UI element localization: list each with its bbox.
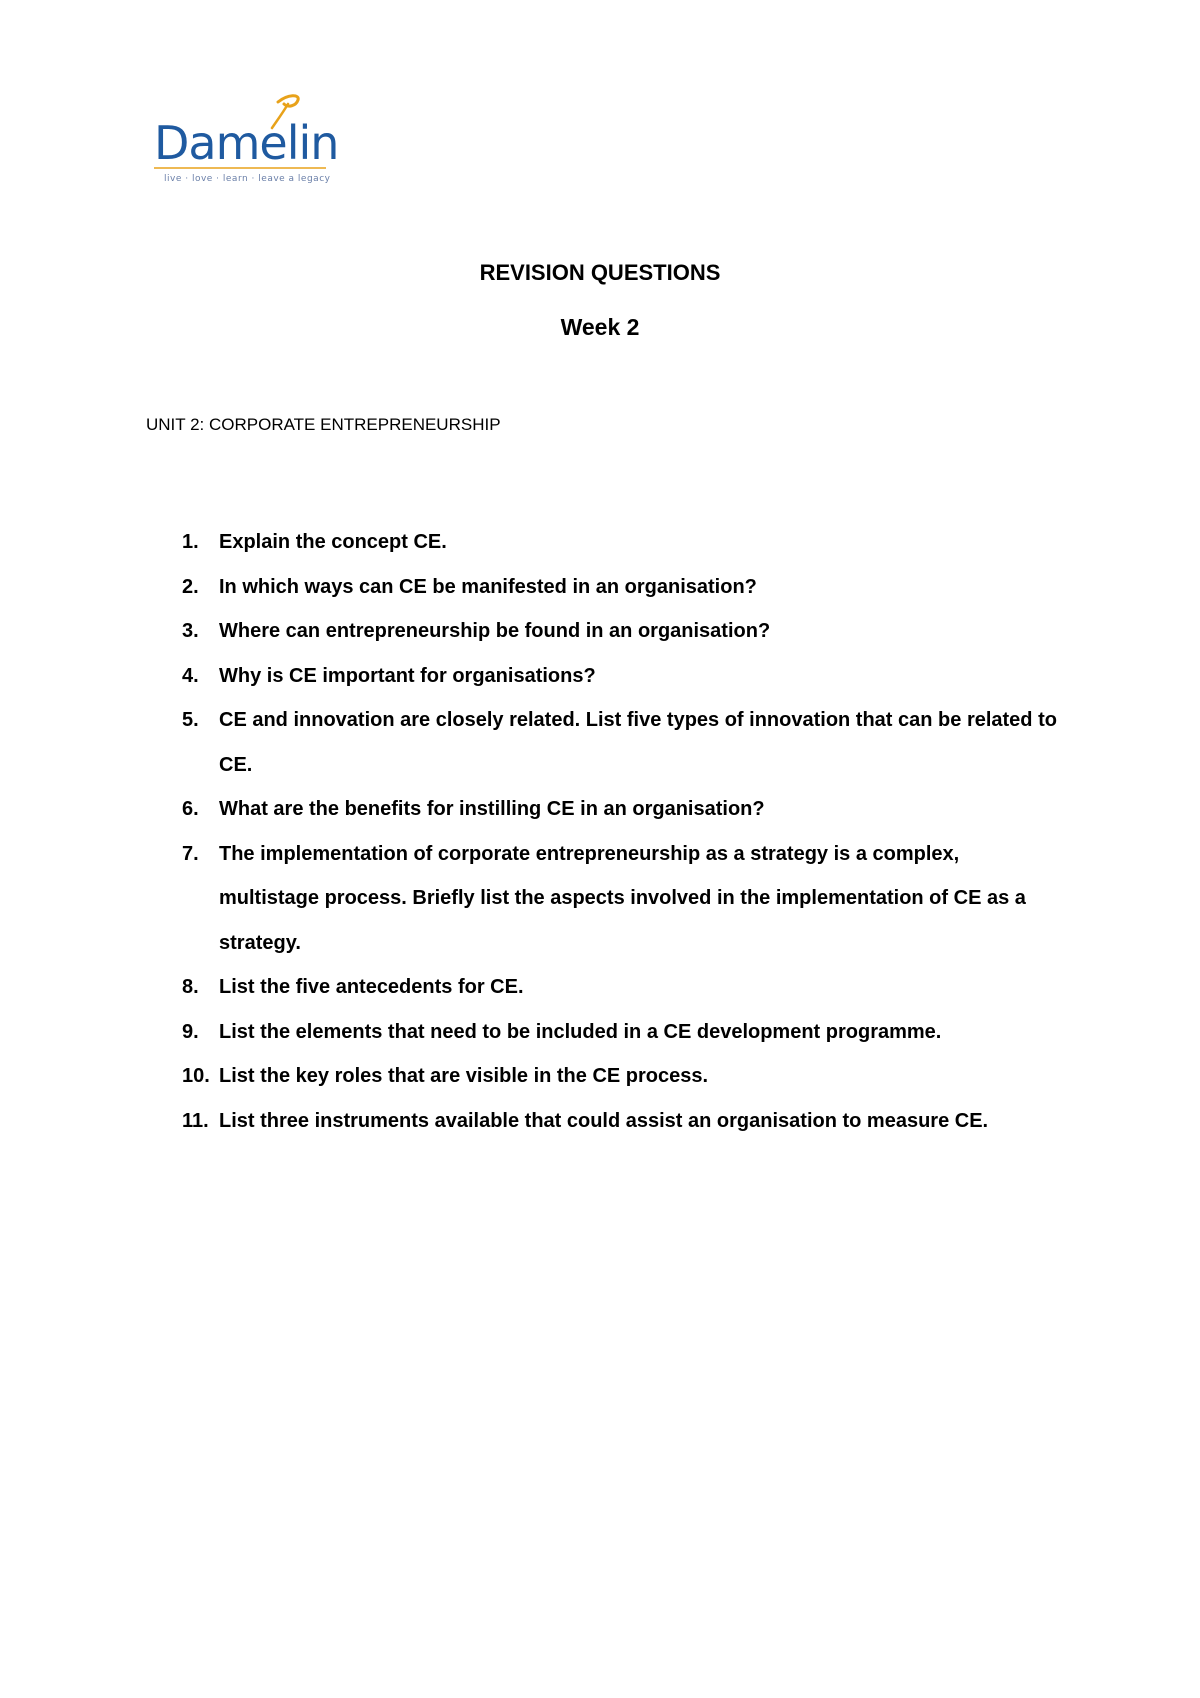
question-number: 10.	[182, 1065, 210, 1087]
question-text: What are the benefits for instilling CE in an organisation?	[219, 798, 765, 820]
list-item	[182, 787, 1062, 832]
question-text: List the key roles that are visible in the CE process.	[219, 1065, 709, 1087]
question-text: Where can entrepreneurship be found in an organisation?	[219, 620, 771, 642]
question-text: Explain the concept CE.	[219, 531, 447, 553]
list-item	[182, 698, 1062, 787]
list-item	[182, 832, 1062, 966]
question-number: 6.	[182, 798, 199, 820]
question-number: 3.	[182, 620, 199, 642]
question-text: CE and innovation are closely related. List five types of innovation that can be related to CE.	[219, 709, 1057, 776]
question-text: The implementation of corporate entrepreneurship as a strategy is a complex, multistage process. Briefly list the aspects involved in the implementation of CE as a strategy.	[219, 842, 1026, 954]
logo-tagline: live · love · learn · leave a legacy	[164, 174, 331, 184]
question-number: 5.	[182, 709, 199, 731]
question-number: 11.	[182, 1109, 209, 1132]
list-item	[182, 565, 1062, 610]
question-number: 1.	[182, 531, 199, 553]
unit-heading: UNIT 2: CORPORATE ENTREPRENEURSHIP	[146, 415, 501, 434]
question-number: 2.	[182, 575, 199, 598]
question-number: 8.	[182, 976, 199, 998]
question-list	[182, 520, 1062, 1143]
page-subtitle: Week 2	[560, 314, 640, 340]
logo-wordmark: Damelin	[154, 116, 339, 170]
list-item	[182, 654, 1062, 699]
list-item	[182, 1010, 1062, 1055]
question-number: 9.	[182, 1020, 199, 1043]
question-number: 7.	[182, 842, 199, 865]
list-item	[182, 965, 1062, 1010]
list-item	[182, 1099, 1062, 1144]
question-number: 4.	[182, 664, 199, 687]
question-text: List three instruments available that could assist an organisation to measure CE.	[219, 1109, 989, 1132]
damelin-logo	[150, 92, 350, 192]
question-text: In which ways can CE be manifested in an organisation?	[219, 575, 757, 598]
page-title: REVISION QUESTIONS	[479, 260, 721, 285]
list-item	[182, 520, 1062, 565]
list-item	[182, 1054, 1062, 1099]
list-item	[182, 609, 1062, 654]
question-text: Why is CE important for organisations?	[219, 664, 596, 687]
question-text: List the five antecedents for CE.	[219, 976, 524, 998]
question-text: List the elements that need to be included in a CE development programme.	[219, 1020, 942, 1043]
